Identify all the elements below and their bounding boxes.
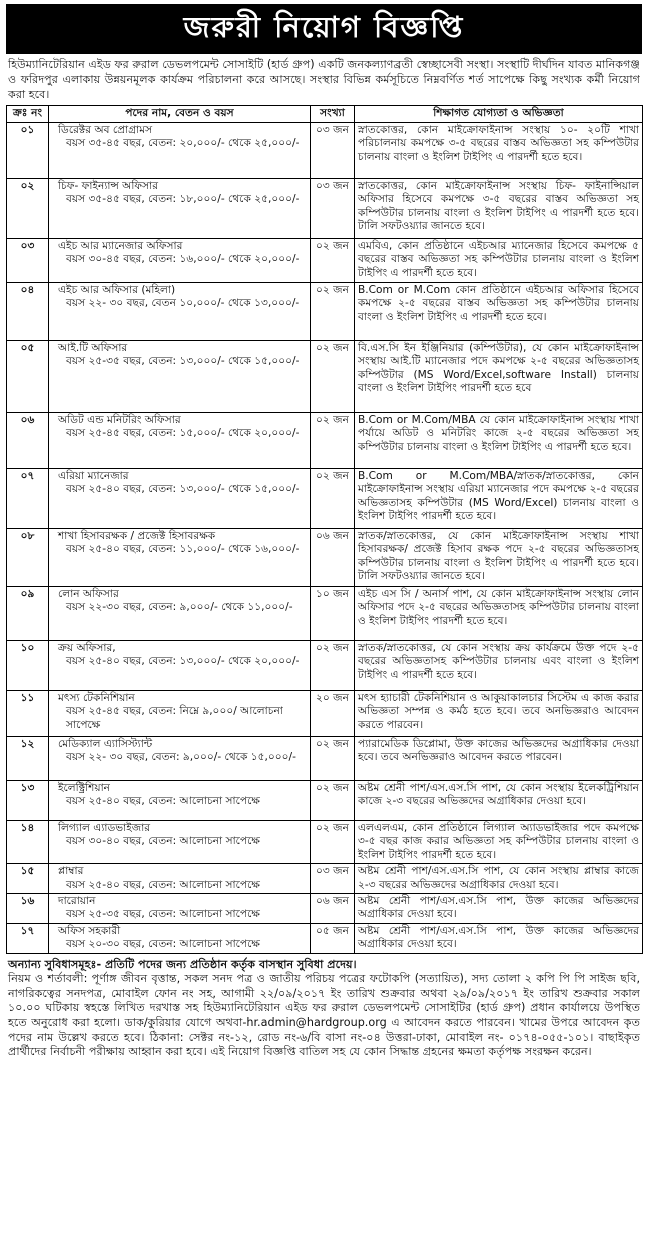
row-count: ০৩ জন bbox=[311, 179, 355, 239]
row-serial: ০৪ bbox=[7, 283, 49, 341]
table-row bbox=[7, 179, 643, 239]
table-row bbox=[7, 894, 643, 924]
row-count: ০৬ জন bbox=[311, 529, 355, 587]
row-serial: ০৭ bbox=[7, 469, 49, 529]
jobs-table bbox=[6, 105, 643, 954]
row-qualification: স্নাতক/স্নাতকোত্তর, যে কোন মাইক্রোফাইনান্স সংস্থায় শাখা হিসাবরক্ষক/ প্রজেক্ট হিসাব রক্ষক পদে ২-৫ বছরের অভিজ্ঞতাসহ কম্পিউটার চালনায় বাংলা ও ইংলিশ টাইপিং এ পারদর্শী হতে হবে। টালি সফটওয়্যার জানতে হবে। bbox=[355, 529, 643, 587]
row-serial: ০১ bbox=[7, 123, 49, 179]
table-header-row bbox=[7, 106, 643, 123]
row-post-details: বয়স ২২- ৩০ বছর, বেতন ১০,০০০/- থেকে ১৩,০০০/- bbox=[66, 297, 300, 310]
row-post-cell bbox=[49, 123, 311, 179]
row-count: ০২ জন bbox=[311, 781, 355, 821]
row-post-details: বয়স ২২- ৩০ বছর, বেতন: ৯,০০০/- থেকে ১৫,০০০/- bbox=[66, 751, 296, 764]
row-post-details: বয়স ২৫-৩৫ বছর, বেতন: আলোচনা সাপেক্ষে bbox=[66, 908, 260, 921]
table-row bbox=[7, 469, 643, 529]
row-qualification: অষ্টম শ্রেনী পাশ/এস.এস.সি পাশ, যে কোন সংস্থায় ইলেকট্রিশিয়ান কাজে ২-৩ বছরের অভিজ্ঞদের অগ্রাধিকার দেওয়া হবে। bbox=[355, 781, 643, 821]
table-row bbox=[7, 413, 643, 469]
row-post-name: ডিরেক্টর অব প্রোগ্রামস bbox=[58, 124, 153, 136]
table-row bbox=[7, 864, 643, 894]
table-row bbox=[7, 529, 643, 587]
row-count: ০২ জন bbox=[311, 821, 355, 864]
row-post-cell bbox=[49, 529, 311, 587]
row-count: ০২ জন bbox=[311, 239, 355, 283]
row-count: ০৩ জন bbox=[311, 864, 355, 894]
row-post-details: বয়স ২৫-৪৫ বছর, বেতন: ১৫,০০০/- থেকে ২০,০০০/- bbox=[66, 427, 300, 440]
row-post-name: এরিয়া ম্যানেজার bbox=[58, 470, 129, 482]
row-count: ০২ জন bbox=[311, 341, 355, 413]
table-row bbox=[7, 341, 643, 413]
row-qualification: বি.এস.সি ইন ইঞ্জিনিয়ার (কম্পিউটার), যে কোন মাইক্রোফাইনান্স সংস্থায় আই.টি ম্যানেজার পদে কমপক্ষে ২-৫ বছরের অভিজ্ঞতাসহ কম্পিউটার (MS Word/Excel,software Install) চালনায় বাংলা ও ইংলিশ টাইপিং পারদর্শী হতে হবে bbox=[355, 341, 643, 413]
row-post-cell bbox=[49, 894, 311, 924]
row-serial: ১৩ bbox=[7, 781, 49, 821]
row-post-details: বয়স ৩৫-৪৫ বছর, বেতন: ২০,০০০/- থেকে ২৫,০০০/- bbox=[66, 137, 300, 150]
row-serial: ১৫ bbox=[7, 864, 49, 894]
row-post-details: বয়স ২৫-৪০ বছর, বেতন: আলোচনা সাপেক্ষে bbox=[66, 795, 260, 808]
row-post-name: অফিস সহকারী bbox=[58, 924, 121, 937]
row-serial: ১২ bbox=[7, 737, 49, 781]
row-post-name: প্লাম্বার bbox=[58, 865, 84, 878]
row-qualification: B.Com or M.Com/MBA/স্নাতক/স্নাতকোত্তর, কোন মাইক্রোফাইনান্স সংস্থায় এরিয়া ম্যানেজার পদে কমপক্ষে ২-৫ বছরের অভিজ্ঞতাসহ কম্পিউটার (MS Word/Excel) চালনায় বাংলা ও ইংলিশ টাইপিং পারদর্শী হতে হবে। bbox=[355, 469, 643, 529]
row-serial: ০৫ bbox=[7, 341, 49, 413]
row-post-name: ইলেক্ট্রিশিয়ান bbox=[58, 782, 110, 794]
row-qualification: অষ্টম শ্রেনী পাশ/এস.এস.সি পাশ, উক্ত কাজের অভিজ্ঞদের অগ্রাধিকার দেওয়া হবে। bbox=[355, 894, 643, 924]
row-post-cell bbox=[49, 821, 311, 864]
footer-terms: নিয়ম ও শর্তাবলী: পূর্ণাঙ্গ জীবন বৃত্তান্ত, সকল সনদ পত্র ও জাতীয় পরিচয় পত্রের ফটোকপি (সত্যায়িত), সদ্য তোলা ২ কপি পি পি সাইজ ছবি, নাগরিকত্বের সনদপত্র, মোবাইল ফোন নং সহ, আগামী ২২/০৯/২০১৭ ইং তারিখ শুক্রবার অথবা ২৯/০৯/২০১৭ ইং তারিখ শুক্রবার সকাল ১০.০০ ঘটিকায় স্বহস্তে লিখিত দরখাস্ত সহ হিউম্যানিটেরিয়ান এইড ফর রুরাল ডেভলপমেন্ট সোসাইটির (হার্ড গ্রুপ) প্রধান কার্যালয়ে উপস্থিত হতে অনুরোধ করা হলো। ডাক/কুরিয়ার যোগে অথবা-hr.admin@hardgroup.org এ আবেদন করতে পারবেন। খামের উপরে আবেদন কৃত পদের নাম উল্লেখ করতে হবে। ঠিকানা: সেক্টর নং-১২, রোড নং-৬/বি বাসা নং-০৪ উত্তরা-ঢাকা, মোবাইল নং- ০১৭৪-০৫৫-১০১। বাছাইকৃত প্রার্থীদের নির্বাচনী পরীক্ষায় আহ্বান করা হবে। এই নিয়োগ বিজ্ঞপ্তি বাতিল সহ যে কোন সিদ্ধান্ত গ্রহনের ক্ষমতা কর্তৃপক্ষ সংরক্ষন করেন। bbox=[8, 972, 640, 1059]
page-title: জরুরী নিয়োগ বিজ্ঞপ্তি bbox=[6, 4, 642, 54]
row-post-details: বয়স ২৫-৪০ বছর, বেতন: আলোচনা সাপেক্ষে bbox=[66, 878, 260, 891]
row-count: ০২ জন bbox=[311, 469, 355, 529]
row-post-details: বয়স ২০-৩০ বছর, বেতন: আলোচনা সাপেক্ষে bbox=[66, 938, 260, 951]
row-qualification: স্নাতকোত্তর, কোন মাইক্রোফাইনান্স সংস্থায় ১০- ২০টি শাখা পরিচালনায় কমপক্ষে ৩-৫ বছরের বাস্তব অভিজ্ঞতা সহ কম্পিউটার চালনায় বাংলা ও ইংলিশ টাইপিং এ পারদর্শী হতে হবে। bbox=[355, 123, 643, 179]
row-post-cell bbox=[49, 737, 311, 781]
row-serial: ১১ bbox=[7, 691, 49, 737]
table-row bbox=[7, 283, 643, 341]
row-serial: ০৩ bbox=[7, 239, 49, 283]
header-qualification: শিক্ষাগত যোগ্যতা ও অভিজ্ঞতা bbox=[355, 106, 643, 123]
row-post-details: বয়স ২৫-৪৫ বছর, বেতন: নিম্নে ৯,০০০/ আলোচনা সাপেক্ষে bbox=[66, 705, 283, 731]
table-row bbox=[7, 641, 643, 691]
row-qualification: প্যারামেডিক ডিপ্লোমা, উক্ত কাজের অভিজ্ঞদের অগ্রাধিকার দেওয়া হবে। তবে অনভিজ্ঞরাও আবেদন করতে পারবেন। bbox=[355, 737, 643, 781]
row-count: ০২ জন bbox=[311, 413, 355, 469]
row-count: ০৩ জন bbox=[311, 123, 355, 179]
table-row bbox=[7, 737, 643, 781]
row-count: ০২ জন bbox=[311, 283, 355, 341]
row-post-cell bbox=[49, 283, 311, 341]
row-post-name: এইচ আর ম্যানেজার অফিসার bbox=[58, 240, 183, 252]
row-qualification: স্নাতকোত্তর, কোন মাইক্রোফাইনান্স সংস্থায় চিফ- ফাইনান্সিয়াল অফিসার হিসেবে কমপক্ষে ৩-৫ বছরের বাস্তব অভিজ্ঞতা সহ কম্পিউটার চালনায় বাংলা ও ইংলিশ টাইপিং এ পারদর্শী হতে হবে। টালি সফটওয়্যার জানতে হবে। bbox=[355, 179, 643, 239]
row-post-cell bbox=[49, 413, 311, 469]
row-serial: ১৬ bbox=[7, 894, 49, 924]
row-count: ০৬ জন bbox=[311, 894, 355, 924]
table-row bbox=[7, 781, 643, 821]
row-post-details: বয়স ২৫-৩৫ বছর, বেতন: ১৩,০০০/- থেকে ১৫,০০০/- bbox=[66, 355, 300, 368]
row-post-details: বয়স ২৫-৪০ বছর, বেতন: ১৩,০০০/- থেকে ২০,০০০/- bbox=[66, 655, 300, 668]
table-row bbox=[7, 123, 643, 179]
row-post-cell bbox=[49, 864, 311, 894]
table-row bbox=[7, 239, 643, 283]
header-post: পদের নাম, বেতন ও বয়স bbox=[49, 106, 311, 123]
row-qualification: অষ্টম শ্রেনী পাশ/এস.এস.সি পাশ, যে কোন সংস্থায় প্লাম্বার কাজে ২-৩ বছরের অভিজ্ঞদের অগ্রাধিকার দেওয়া হবে। bbox=[355, 864, 643, 894]
row-qualification: স্নাতক/স্নাতকোত্তর, যে কোন সংস্থায় ক্রয় কার্যক্রমে উক্ত পদে ২-৫ বছরের অভিজ্ঞতাসহ কম্পিউটার চালনায় এবং বাংলা ও ইংলিশ টাইপিং এ পারদর্শী হতে হবে। bbox=[355, 641, 643, 691]
row-serial: ০৮ bbox=[7, 529, 49, 587]
row-post-name: দারোয়ান bbox=[58, 895, 96, 908]
row-post-details: বয়স ২৫-৪০ বছর, বেতন: ১১,০০০/- থেকে ১৬,০০০/- bbox=[66, 543, 300, 556]
table-row bbox=[7, 821, 643, 864]
row-post-details: বয়স ৩৫-৪৫ বছর, বেতন: ১৮,০০০/- থেকে ২৫,০০০/- bbox=[66, 193, 300, 206]
row-count: ১০ জন bbox=[311, 587, 355, 641]
table-row bbox=[7, 691, 643, 737]
row-count: ২০ জন bbox=[311, 691, 355, 737]
row-qualification: এইচ এস সি / অনার্স পাশ, যে কোন মাইক্রোফাইনান্স সংস্থায় লোন অফিসার পদে ২-৫ বছরের অভিজ্ঞতাসহ কম্পিউটার চালনায় বাংলা ও ইংলিশ টাইপিং পারদর্শী হতে হবে। bbox=[355, 587, 643, 641]
footer bbox=[6, 954, 642, 1060]
row-qualification: B.Com or M.Com কোন প্রতিষ্ঠানে এইচআর অফিসার হিসেবে কমপক্ষে ২-৫ বছরের বাস্তব অভিজ্ঞতা সহ কম্পিউটার চালনায় বাংলা ও ইংলিশ টাইপিং এ পারদর্শী হতে হবে। bbox=[355, 283, 643, 341]
table-row bbox=[7, 587, 643, 641]
row-post-name: মেডিক্যাল এ্যাসিস্ট্যান্ট bbox=[58, 738, 153, 750]
row-post-cell bbox=[49, 341, 311, 413]
row-post-cell bbox=[49, 469, 311, 529]
row-post-details: বয়স ৩০-৪০ বছর, বেতন: আলোচনা সাপেক্ষে bbox=[66, 835, 260, 848]
row-post-name: এইচ আর অফিসার (মহিলা) bbox=[58, 284, 176, 296]
row-serial: ১৭ bbox=[7, 923, 49, 953]
intro-paragraph: হিউম্যানিটেরিয়ান এইড ফর রুরাল ডেভলপমেন্ট সোসাইটি (হার্ড গ্রুপ) একটি জনকল্যাণব্রতী স্বেচ্ছাসেবী সংস্থা। সংস্থাটি দীর্ঘদিন যাবত মানিকগঞ্জ ও ফরিদপুর এলাকায় উন্নয়নমূলক কার্যক্রম পরিচালনা করে আসছে। সংস্থার বিভিন্ন কর্মসূচিতে নিম্নবর্ণিত শর্ত সাপেক্ষে কিছু সংখ্যক কর্মী নিয়োগ করা হবে। bbox=[8, 58, 640, 101]
row-post-name: ক্রয় অফিসার, bbox=[58, 642, 116, 654]
row-post-cell bbox=[49, 691, 311, 737]
row-serial: ০২ bbox=[7, 179, 49, 239]
job-circular bbox=[6, 4, 642, 1060]
header-count: সংখ্যা bbox=[311, 106, 355, 123]
row-post-details: বয়স ৩০-৪৫ বছর, বেতন: ১৬,০০০/- থেকে ২০,০০০/- bbox=[66, 253, 300, 266]
row-post-name: লিগ্যাল এ্যাডভাইজার bbox=[58, 822, 151, 834]
row-serial: ০৯ bbox=[7, 587, 49, 641]
row-count: ০৫ জন bbox=[311, 923, 355, 953]
row-count: ০২ জন bbox=[311, 641, 355, 691]
row-count: ০২ জন bbox=[311, 737, 355, 781]
row-post-name: আই.টি অফিসার bbox=[58, 342, 128, 354]
row-post-name: মৎস্য টেকনিশিয়ান bbox=[58, 692, 135, 704]
row-qualification: B.Com or M.Com/MBA যে কোন মাইক্রোফাইনান্স সংস্থায় শাখা পর্যায়ে অডিট ও মনিটরিং কাজে ২-৫ বছরের অভিজ্ঞতা সহ কম্পিউটার চালনায় বাংলা ও ইংলিশ টাইপিং এ পারদর্শী হতে হবে। bbox=[355, 413, 643, 469]
row-post-name: লোন অফিসার bbox=[58, 588, 119, 600]
jobs-table-body bbox=[7, 123, 643, 954]
row-serial: ০৬ bbox=[7, 413, 49, 469]
row-serial: ১৪ bbox=[7, 821, 49, 864]
row-qualification: মৎস হ্যাচারী টেকনিশিয়ান ও আকুয়াকালচার সিস্টেম এ কাজ করার অভিজ্ঞতা সম্পন্ন ও কর্মঠ হতে হবে। তবে অনভিজ্ঞরাও আবেদন করতে পারবেন। bbox=[355, 691, 643, 737]
row-post-cell bbox=[49, 239, 311, 283]
row-post-cell bbox=[49, 179, 311, 239]
row-qualification: অষ্টম শ্রেনী পাশ/এস.এস.সি পাশ, উক্ত কাজের অভিজ্ঞদের অগ্রাধিকার দেওয়া হবে। bbox=[355, 923, 643, 953]
row-post-name: শাখা হিসাবরক্ষক / প্রজেক্ট হিসাবরক্ষক bbox=[58, 530, 216, 542]
row-post-details: বয়স ২২-৩০ বছর, বেতন: ৯,০০০/- থেকে ১১,০০০/- bbox=[66, 601, 293, 614]
row-post-cell bbox=[49, 781, 311, 821]
row-post-details: বয়স ২৫-৪০ বছর, বেতন: ১৩,০০০/- থেকে ১৫,০০০/- bbox=[66, 483, 300, 496]
row-qualification: এলএলএম, কোন প্রতিষ্ঠানে লিগ্যাল অ্যাডভাইজার পদে কমপক্ষে ৩-৫ বছর কাজ করার অভিজ্ঞতা সহ কম্পিউটার চালনায় বাংলা ও ইংলিশ টাইপিং পারদর্শী হতে হবে। bbox=[355, 821, 643, 864]
row-post-cell bbox=[49, 923, 311, 953]
row-post-cell bbox=[49, 587, 311, 641]
row-qualification: এমবিএ, কোন প্রতিষ্ঠানে এইচআর ম্যানেজার হিসেবে কমপক্ষে ৫ বছরের বাস্তব অভিজ্ঞতা সহ কম্পিউটার চালনায় বাংলা ও ইংলিশ টাইপিং এ পারদর্শী হতে হবে। bbox=[355, 239, 643, 283]
row-post-name: অডিট এন্ড মনিটরিং অফিসার bbox=[58, 414, 181, 426]
header-serial: ক্রঃ নং bbox=[7, 106, 49, 123]
table-row bbox=[7, 923, 643, 953]
row-post-name: চিফ- ফাইন্যান্স অফিসার bbox=[58, 180, 159, 192]
row-serial: ১০ bbox=[7, 641, 49, 691]
row-post-cell bbox=[49, 641, 311, 691]
footer-benefits: অন্যান্য সুবিধাসমূহঃ- প্রতিটি পদের জন্য প্রতিষ্ঠান কর্তৃক বাসস্থান সুবিধা প্রদেয়। bbox=[8, 957, 357, 971]
